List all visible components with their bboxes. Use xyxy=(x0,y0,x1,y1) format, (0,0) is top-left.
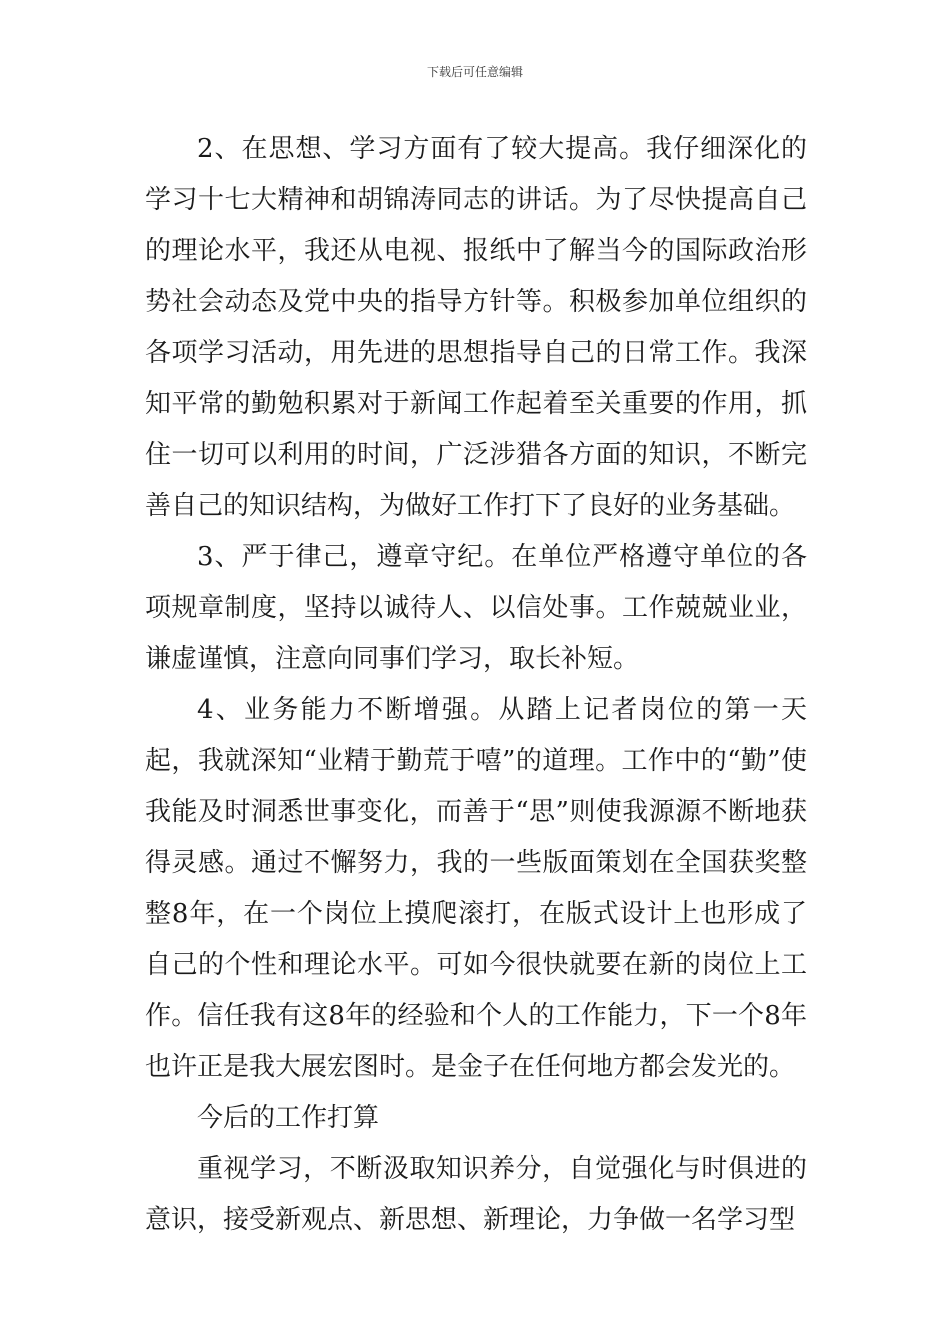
paragraph-thinking-study: 2、在思想、学习方面有了较大提高。我仔细深化的学习十七大精神和胡锦涛同志的讲话。为了尽快提高自己的理论水平，我还从电视、报纸中了解当今的国际政治形势社会动态及党中央的指导方针等。积极参加单位组织的各项学习活动，用先进的思想指导自己的日常工作。我深知平常的勤勉积累对于新闻工作起着至关重要的作用，抓住一切可以利用的时间，广泛涉猎各方面的知识，不断完善自己的知识结构，为做好工作打下了良好的业务基础。 xyxy=(145,134,807,521)
document-body xyxy=(145,124,807,1246)
paragraph-discipline: 3、严于律己，遵章守纪。在单位严格遵守单位的各项规章制度，坚持以诚待人、以信处事。工作兢兢业业，谦虚谨慎，注意向同事们学习，取长补短。 xyxy=(145,542,807,674)
section-heading-future-plans: 今后的工作打算 xyxy=(197,1103,380,1133)
page-header: 下载后可任意编辑 xyxy=(426,65,523,79)
paragraph-business-ability: 4、业务能力不断增强。从踏上记者岗位的第一天起，我就深知“业精于勤荒于嘻”的道理。工作中的“勤”使我能及时洞悉世事变化，而善于“思”则使我源源不断地获得灵感。通过不懈努力，我的一些版面策划在全国获奖整整8年，在一个岗位上摸爬滚打，在版式设计上也形成了自己的个性和理论水平。可如今很快就要在新的岗位上工作。信任我有这8年的经验和个人的工作能力，下一个8年也许正是我大展宏图时。是金子在任何地方都会发光的。 xyxy=(145,695,807,1082)
paragraph-study-emphasis: 重视学习，不断汲取知识养分，自觉强化与时俱进的意识，接受新观点、新思想、新理论，力争做一名学习型 xyxy=(145,1154,807,1235)
